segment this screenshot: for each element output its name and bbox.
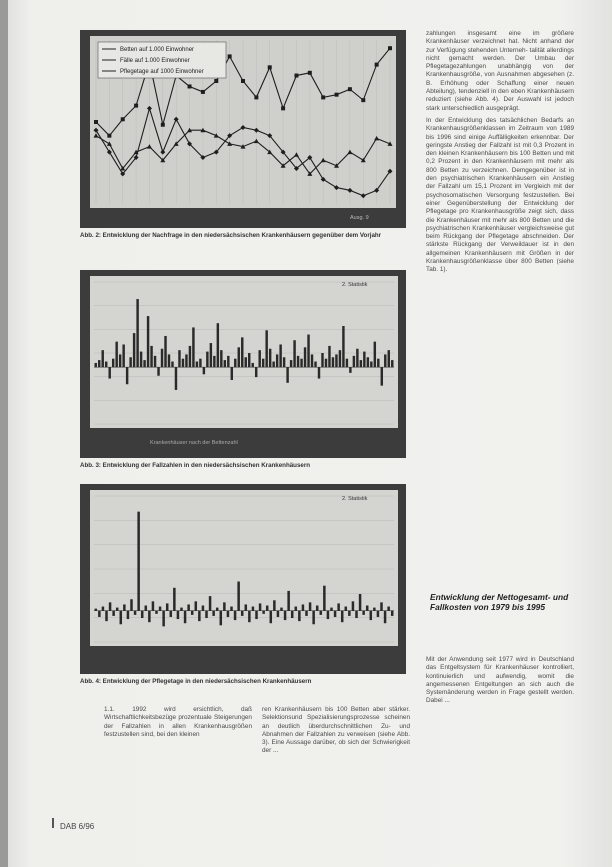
x-axis-band <box>90 646 398 668</box>
bar <box>337 603 340 610</box>
data-point-series-2 <box>335 93 339 97</box>
bar <box>109 602 112 610</box>
bar <box>180 608 183 611</box>
data-point-series-2 <box>321 95 325 99</box>
bar <box>189 346 191 367</box>
bar <box>234 359 236 368</box>
bar <box>164 336 166 367</box>
data-point-series-2 <box>107 134 111 138</box>
bar <box>269 349 271 367</box>
bar <box>213 356 215 367</box>
data-point-series-2 <box>348 87 352 91</box>
bar <box>323 586 326 611</box>
bar <box>175 367 177 390</box>
bar <box>384 354 386 367</box>
bar <box>270 611 273 624</box>
bar <box>141 611 144 618</box>
bar <box>266 606 269 611</box>
bar <box>342 326 344 367</box>
bar <box>381 367 383 385</box>
bar <box>112 611 115 616</box>
bar <box>116 608 119 611</box>
bar <box>234 611 237 620</box>
bar <box>321 353 323 367</box>
bar <box>166 603 169 610</box>
bar <box>280 608 283 611</box>
figure-3 <box>80 270 406 458</box>
bar <box>145 606 148 611</box>
bar <box>210 343 212 367</box>
bar <box>137 512 140 611</box>
bar <box>231 367 233 380</box>
bar <box>170 611 173 617</box>
bar <box>287 591 290 611</box>
bar <box>295 607 298 611</box>
figure-2-source: Ausg. 9 <box>350 215 369 221</box>
bar <box>184 611 187 624</box>
bottom-left-column-1 <box>104 706 252 743</box>
bar <box>320 611 323 615</box>
bar <box>262 611 265 614</box>
bar <box>346 359 348 368</box>
bottom-left-column-2 <box>262 706 410 760</box>
bar <box>237 582 240 611</box>
data-point-series-2 <box>268 65 272 69</box>
bar <box>209 596 212 611</box>
bar <box>127 611 130 619</box>
data-point-series-2 <box>121 117 125 121</box>
bar <box>388 350 390 367</box>
bar <box>155 611 158 614</box>
plot-area <box>90 276 398 428</box>
data-point-series-2 <box>388 46 392 50</box>
bar <box>370 611 373 620</box>
bar <box>298 611 301 621</box>
bar <box>325 359 327 368</box>
bar <box>259 603 262 610</box>
figure-4-caption: Abb. 4: Entwicklung der Pflegetage in den niedersächsischen Krankenhäusern <box>80 678 312 685</box>
data-point-series-2 <box>281 106 285 110</box>
bar <box>162 611 165 627</box>
bar <box>352 601 355 610</box>
bar <box>185 354 187 367</box>
bar <box>265 330 267 367</box>
bar <box>353 356 355 367</box>
bar <box>177 611 180 619</box>
figure-4-tag: 2. Statistik <box>342 496 368 502</box>
bar <box>182 359 184 368</box>
bar <box>168 354 170 367</box>
page-footer: DAB 6/96 <box>60 822 95 831</box>
figure-4-chart <box>80 484 406 674</box>
bar <box>304 347 306 367</box>
bar <box>334 611 337 617</box>
bar <box>286 367 288 383</box>
legend-series-3: Pflegetage auf 1000 Einwohner <box>120 69 204 75</box>
bar <box>130 599 133 610</box>
figure-3-caption: Abb. 3: Entwicklung der Fallzahlen in den niedersächsischen Krankenhäusern <box>80 462 311 469</box>
bar <box>191 611 194 615</box>
bar <box>192 327 194 367</box>
bar <box>391 360 393 367</box>
bar <box>248 353 250 367</box>
bar <box>122 344 124 367</box>
bar <box>255 611 258 619</box>
bar <box>293 340 295 367</box>
bar <box>134 611 137 615</box>
bar <box>262 359 264 368</box>
bar <box>359 594 362 611</box>
bar <box>98 611 101 617</box>
data-point-series-2 <box>308 71 312 75</box>
bar <box>318 367 320 378</box>
bar <box>314 362 316 368</box>
bar <box>178 350 180 367</box>
bar <box>102 607 105 611</box>
bar <box>206 352 208 368</box>
section-heading: Entwicklung der Nettogesamt- und Fallkosten von 1979 bis 1995 <box>430 592 569 612</box>
binding-edge <box>0 0 8 867</box>
data-point-series-2 <box>188 84 192 88</box>
bar <box>300 359 302 368</box>
bar <box>95 363 97 367</box>
bar <box>152 601 155 610</box>
bar <box>349 367 351 373</box>
bar <box>126 367 128 384</box>
bar <box>330 608 333 611</box>
bar <box>245 604 248 610</box>
x-axis-band <box>90 428 398 450</box>
bar <box>374 342 376 368</box>
bar <box>356 349 358 367</box>
bar <box>105 611 108 621</box>
bar <box>95 609 98 611</box>
bar <box>112 359 114 368</box>
data-point-series-2 <box>214 79 218 83</box>
bar <box>171 362 173 368</box>
bar <box>154 356 156 367</box>
bar <box>316 606 319 611</box>
bar <box>273 600 276 610</box>
data-point-series-2 <box>201 90 205 94</box>
data-point-series-2 <box>294 74 298 78</box>
bar <box>272 362 274 368</box>
bar <box>227 356 229 367</box>
bar <box>360 360 362 367</box>
bar <box>387 607 390 611</box>
bar <box>248 611 251 622</box>
data-point-series-2 <box>254 95 258 99</box>
data-point-series-2 <box>228 54 232 58</box>
bar <box>173 588 176 611</box>
bar <box>366 606 369 611</box>
figure-2-chart <box>80 30 406 228</box>
bar <box>362 611 365 615</box>
bar <box>370 362 372 368</box>
bar <box>327 611 330 619</box>
legend <box>98 42 226 78</box>
data-point-series-2 <box>361 98 365 102</box>
bar <box>157 367 159 376</box>
bar <box>339 350 341 367</box>
data-point-series-2 <box>161 123 165 127</box>
data-point-series-2 <box>134 104 138 108</box>
bar <box>108 367 110 378</box>
bar <box>129 357 131 367</box>
bar <box>355 611 358 618</box>
paragraph: zahlungen insgesamt eine im größere Krankenhäuser verzeichnet hat. Nicht anhand der zur Verfügung stehenden Unterneh- talität allerdings nicht gemacht werden. Der Umbau der Pflegetagezahlungen unabhängig von der Krankenhausgröße, von Ausnahmen abgesehen (z. B. Erhöhung oder Schaffung einer neuen Abteilung), tendenziell in den eben Krankenhäusern reduziert (siehe Abb. 4). Der Auswahl ist jedoch stark unterschiedlich ausgeprägt. <box>426 30 574 112</box>
bar <box>279 344 281 367</box>
paragraph: 1.1. 1992 wird ersichtlich, daß Wirtschaftlichkeitsbezüge prozentuale Steigerungen der Fallzahlen in allen Krankenhausgrößen festzustellen sind, bei den kleinen <box>104 706 252 738</box>
bar <box>223 602 226 610</box>
bar <box>307 335 309 368</box>
bar <box>252 363 254 367</box>
figure-3-tag: 2. Statistik <box>342 282 368 288</box>
bar <box>258 350 260 367</box>
legend-series-1: Betten auf 1.000 Einwohner <box>120 47 195 53</box>
bar <box>143 360 145 367</box>
bar <box>341 611 344 622</box>
bar <box>377 611 380 617</box>
figure-2-caption: Abb. 2: Entwicklung der Nachfrage in den niedersächsischen Krankenhäusern gegenüber dem Vorjahr <box>80 232 382 239</box>
bar <box>212 611 215 616</box>
figure-2 <box>80 30 406 228</box>
bar <box>224 360 226 367</box>
bar <box>102 350 104 367</box>
bar <box>230 607 233 611</box>
bar <box>123 604 126 610</box>
bar <box>345 607 348 611</box>
bar <box>283 357 285 367</box>
bar <box>241 337 243 367</box>
bar <box>98 360 100 367</box>
bar <box>245 357 247 367</box>
bar <box>367 357 369 367</box>
bar <box>363 352 365 368</box>
figure-3-chart <box>80 270 406 458</box>
bar <box>252 607 255 611</box>
bar <box>309 602 312 610</box>
bar <box>150 346 152 367</box>
paragraph: In der Entwicklung des tatsächlichen Bedarfs an Krankenhausgrößenklassen im Zeitraum von 1989 bis 1996 sind einige Auffälligkeiten erkennbar. Der geringste Anstieg der Fallzahl ist mit 0,3 Prozent in den kleinen Krankenhäusern bis 100 Betten und mit 0,2 Prozent in den Krankenhäusern mit mehr als 800 Betten zu verzeichnen. Demgegenüber ist in den psychiatrischen Krankenhäusern ein Anstieg der Fallzahl um 15,1 Prozent im Vergleich mit der psychosomatischen Versorgung festzustellen. Bei einer Gegenüberstellung der Entwicklung der Pflegetage pro Krankenhausgröße zeigt sich, dass die Krankenhäuser mit mehr als 800 Betten und die psychiatrischen Krankenhäuser vergleichsweise gut beim Rückgang der Pflegetage abschneiden. Der stärkste Rückgang der Verweildauer ist in den allgemeinen Krankenhäusern mit Größen in der Krankenhausgrößenklasse über 800 Betten (siehe Tab. 1). <box>426 116 574 274</box>
bar <box>297 356 299 367</box>
paragraph: Mit der Anwendung seit 1977 wird in Deutschland das Entgeltsystem für Krankenhäuser kontrolliert, kontinuierlich und aufwendig, womit die angemessenen Entgeltungen an sich auch die Systemänderung werden in Frage gestellt werden. Dabei ... <box>426 656 574 705</box>
bar <box>140 352 142 368</box>
data-point-series-2 <box>375 63 379 67</box>
bar <box>335 354 337 367</box>
bar <box>277 611 280 617</box>
bar <box>377 359 379 368</box>
bar <box>384 611 387 624</box>
data-point-series-2 <box>94 120 98 124</box>
bar <box>133 333 135 367</box>
bar <box>205 611 208 618</box>
plot-area <box>90 490 398 646</box>
bar <box>120 611 123 625</box>
bar <box>241 611 244 616</box>
bar <box>203 367 205 374</box>
bar <box>198 611 201 621</box>
right-column <box>426 30 574 279</box>
bar <box>136 299 138 367</box>
bar <box>312 611 315 625</box>
bar <box>202 606 205 611</box>
legend-series-2: Fälle auf 1.000 Einwohner <box>120 58 190 64</box>
bar <box>290 360 292 367</box>
bar <box>328 346 330 367</box>
bar <box>373 608 376 611</box>
bar <box>216 608 219 611</box>
bar <box>255 367 257 377</box>
bar <box>380 602 383 610</box>
bar <box>199 359 201 368</box>
bar <box>276 354 278 367</box>
bar <box>391 611 394 616</box>
paragraph: ren Krankenhäusern bis 100 Betten aber stärker. Selektionsund Spezialisierungsprozesse scheinen an deutlich überdurchschnittlichen Zu- und Abnahmen der Fallzahlen zu verweisen (siehe Abb. 3). Eine Aussage darüber, ob sich der Schwierigkeit der ... <box>262 706 410 755</box>
bar <box>332 357 334 367</box>
bar <box>148 611 151 622</box>
right-column-lower <box>426 656 574 710</box>
bar <box>311 354 313 367</box>
bar <box>196 362 198 368</box>
bar <box>284 611 287 620</box>
bar <box>217 323 219 367</box>
bar <box>291 611 294 618</box>
bar <box>195 601 198 610</box>
bar <box>187 604 190 610</box>
bar <box>348 611 351 616</box>
bar <box>305 611 308 616</box>
bar <box>220 611 223 626</box>
bar <box>147 316 149 367</box>
bar <box>302 604 305 610</box>
data-point-series-2 <box>241 79 245 83</box>
bar <box>105 362 107 368</box>
bar <box>220 350 222 367</box>
bar <box>227 611 230 617</box>
bar <box>238 347 240 367</box>
figure-4 <box>80 484 406 674</box>
x-axis-label: Krankenhäuser nach der Bettenzahl <box>150 440 238 446</box>
bar <box>119 354 121 367</box>
bar <box>115 342 117 368</box>
bar <box>159 607 162 611</box>
bar <box>161 349 163 367</box>
